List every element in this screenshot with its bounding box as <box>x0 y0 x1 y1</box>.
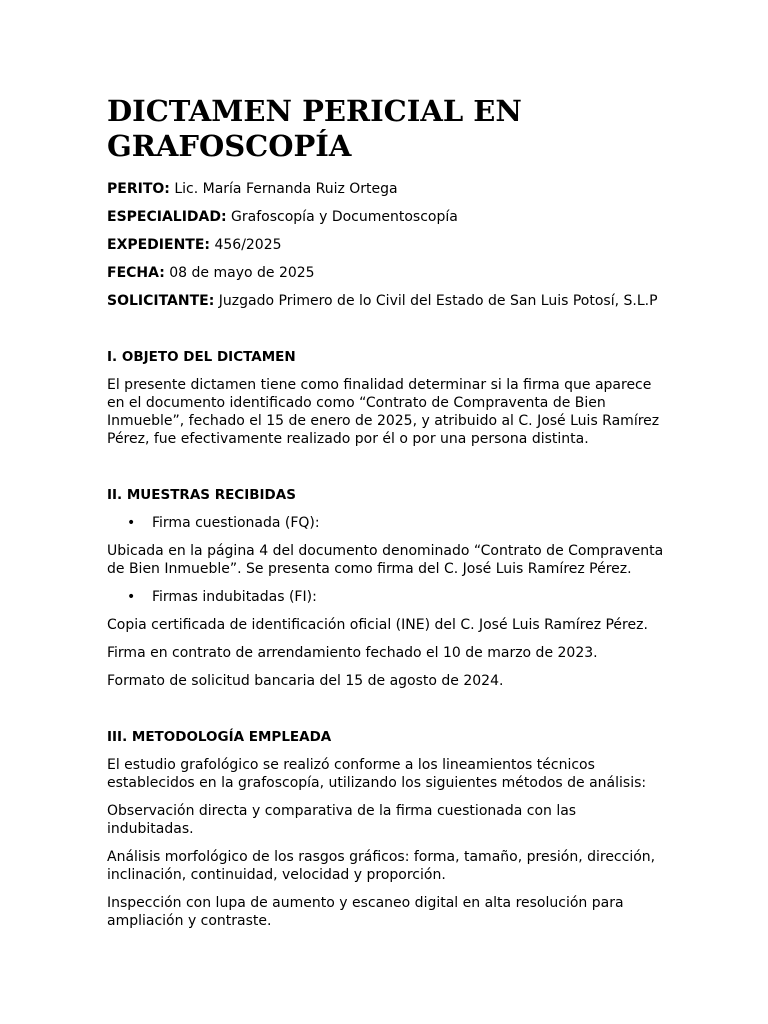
document-page <box>107 94 667 940</box>
section-metodologia-heading: III. METODOLOGÍA EMPLEADA <box>107 729 332 745</box>
fq-description: Ubicada en la página 4 del documento denominado “Contrato de Compraventa de Bien Inmueble”. Se presenta como firma del C. José Luis Ramírez Pérez. <box>107 543 664 577</box>
document-title-line-2: GRAFOSCOPÍA <box>107 129 352 163</box>
section-spacer <box>107 458 667 486</box>
section-metodologia <box>107 728 667 930</box>
section-muestras-heading: II. MUESTRAS RECIBIDAS <box>107 487 296 503</box>
section-objeto <box>107 348 667 448</box>
meta-label-fecha: FECHA: <box>107 265 165 281</box>
method-paragraph: Análisis morfológico de los rasgos gráficos: forma, tamaño, presión, dirección, inclinación, continuidad, velocidad y proporción. <box>107 849 656 883</box>
method-paragraph: Inspección con lupa de aumento y escaneo digital en alta resolución para ampliación y contraste. <box>107 895 624 929</box>
bullet-item-fi-label: Firmas indubitadas (FI): <box>152 589 317 605</box>
meta-value-solicitante: Juzgado Primero de lo Civil del Estado de San Luis Potosí, S.L.P <box>214 293 658 309</box>
meta-value-fecha: 08 de mayo de 2025 <box>164 265 315 281</box>
document-title <box>107 94 667 164</box>
fi-sample-line: Copia certificada de identificación oficial (INE) del C. José Luis Ramírez Pérez. <box>107 617 648 633</box>
meta-row-perito <box>107 180 667 198</box>
meta-label-especialidad: ESPECIALIDAD: <box>107 209 227 225</box>
meta-label-solicitante: SOLICITANTE: <box>107 293 215 309</box>
meta-value-perito: Lic. María Fernanda Ruiz Ortega <box>169 181 398 197</box>
meta-row-especialidad <box>107 208 667 226</box>
meta-row-fecha <box>107 264 667 282</box>
section-spacer <box>107 320 667 348</box>
meta-label-perito: PERITO: <box>107 181 170 197</box>
document-title-line-1: DICTAMEN PERICIAL EN <box>107 94 522 128</box>
section-objeto-paragraph: El presente dictamen tiene como finalidad determinar si la firma que aparece en el documento identificado como “Contrato de Compraventa de Bien Inmueble”, fechado el 15 de enero de 2025, y atribuido al C. José Luis Ramírez Pérez, fue efectivamente realizado por él o por una persona distinta. <box>107 377 660 447</box>
bullet-icon: • <box>127 589 136 605</box>
fi-sample-line: Firma en contrato de arrendamiento fechado el 10 de marzo de 2023. <box>107 645 598 661</box>
meta-row-expediente <box>107 236 667 254</box>
meta-value-especialidad: Grafoscopía y Documentoscopía <box>226 209 458 225</box>
section-spacer <box>107 700 667 728</box>
fi-sample-line: Formato de solicitud bancaria del 15 de agosto de 2024. <box>107 673 504 689</box>
meta-value-expediente: 456/2025 <box>210 237 282 253</box>
section-metodologia-intro: El estudio grafológico se realizó conforme a los lineamientos técnicos establecidos en la grafoscopía, utilizando los siguientes métodos de análisis: <box>107 757 647 791</box>
method-paragraph: Observación directa y comparativa de la firma cuestionada con las indubitadas. <box>107 803 577 837</box>
section-muestras <box>107 486 667 690</box>
meta-label-expediente: EXPEDIENTE: <box>107 237 211 253</box>
section-objeto-heading: I. OBJETO DEL DICTAMEN <box>107 349 296 365</box>
bullet-item-fq <box>107 514 667 532</box>
bullet-item-fi <box>107 588 667 606</box>
meta-row-solicitante <box>107 292 667 310</box>
bullet-icon: • <box>127 515 136 531</box>
bullet-item-fq-label: Firma cuestionada (FQ): <box>152 515 320 531</box>
document-metadata <box>107 180 667 310</box>
